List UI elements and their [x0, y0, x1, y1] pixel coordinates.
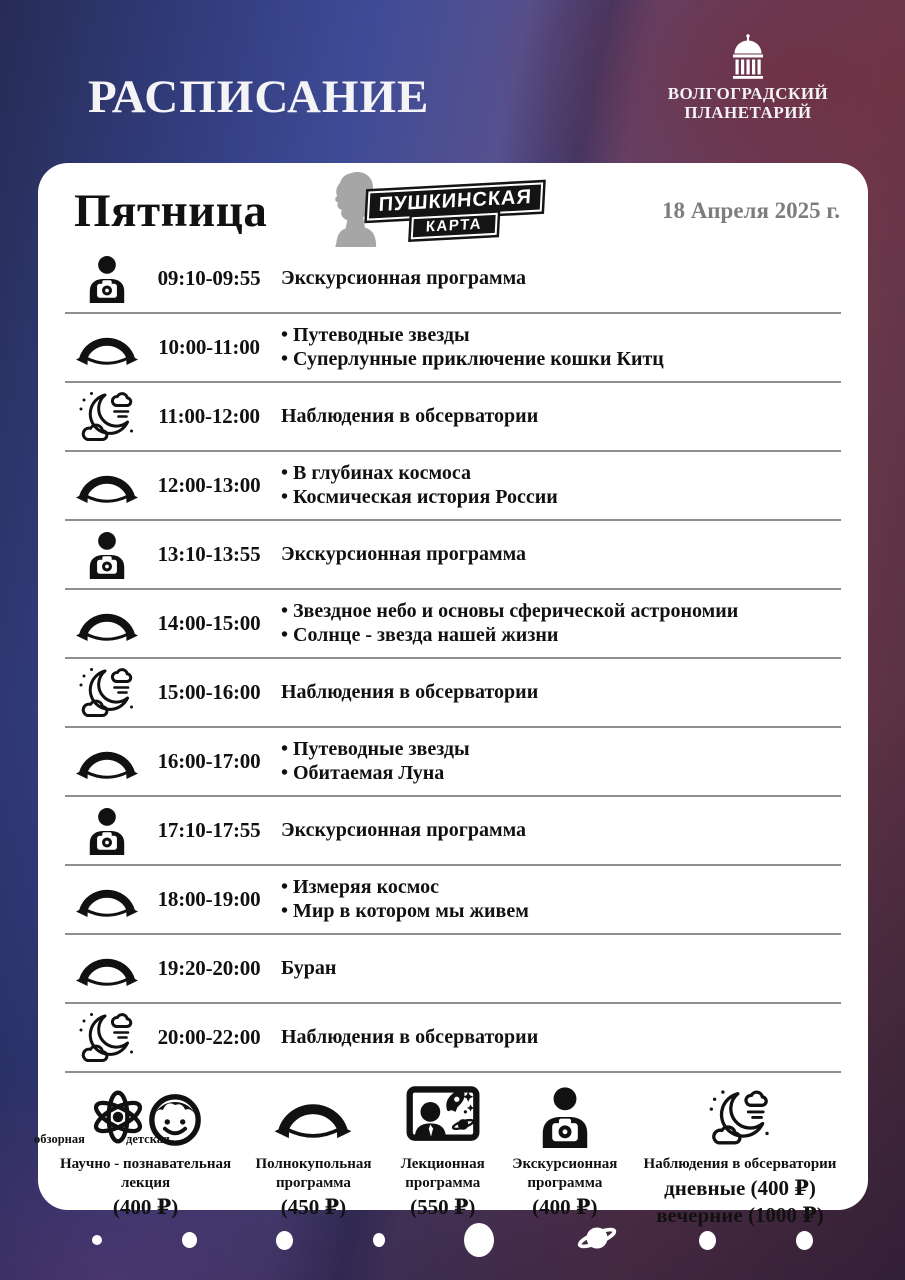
legend-label: Наблюдения в обсерватории	[643, 1156, 837, 1172]
planet-dot	[182, 1232, 197, 1248]
planet-dot	[699, 1231, 716, 1250]
schedule-row	[65, 521, 841, 590]
planet-dot	[276, 1231, 293, 1250]
pushkin-card-line1: ПУШКИНСКАЯ	[367, 182, 544, 220]
legend-label: Экскурсионная	[512, 1156, 618, 1172]
legend-item-fulldome	[241, 1087, 386, 1220]
legend-label: программа	[405, 1174, 481, 1191]
planet-dot	[464, 1223, 494, 1257]
schedule-row	[65, 314, 841, 383]
session-time: 10:00-11:00	[158, 335, 260, 359]
program-title: • Звездное небо и основы сферической астрономии	[281, 600, 739, 623]
session-time: 12:00-13:00	[157, 473, 261, 497]
legend-price: (400 ₽)	[112, 1194, 179, 1219]
dome-icon	[264, 1086, 362, 1153]
schedule-list	[65, 245, 841, 1073]
schedule-row	[65, 935, 841, 1004]
schedule-row	[65, 797, 841, 866]
legend-item-science-lecture	[34, 1087, 241, 1220]
schedule-card	[34, 163, 868, 1227]
price-legend	[34, 1073, 868, 1228]
dome-icon	[65, 599, 149, 649]
schedule-row	[65, 1004, 841, 1073]
program-title: • Суперлунные приключение кошки Китц	[281, 347, 664, 370]
pushkin-card-logo	[323, 171, 542, 252]
session-time: 17:10-17:55	[157, 818, 261, 842]
day-title: Пятница	[74, 185, 268, 237]
schedule-row	[65, 590, 841, 659]
schedule-row	[65, 452, 841, 521]
organization-logo	[643, 33, 853, 122]
observatory-icon	[708, 1088, 772, 1153]
schedule-row	[65, 866, 841, 935]
dome-icon	[65, 737, 149, 787]
excursion-icon	[65, 255, 149, 303]
program-title: • Измеряя космос	[281, 876, 439, 899]
program-title: • Путеводные звезды	[281, 324, 470, 347]
legend-item-lecture	[386, 1087, 500, 1220]
program-title: • В глубинах космоса	[281, 462, 472, 485]
program-title: Экскурсионная программа	[281, 266, 527, 289]
program-title: • Космическая история России	[281, 485, 558, 508]
planet-dot	[796, 1231, 813, 1250]
legend-item-excursion	[500, 1087, 630, 1220]
legend-label: Научно - познавательная	[59, 1156, 232, 1172]
legend-sublabel-overview: обзорная	[34, 1132, 85, 1146]
legend-item-observatory	[630, 1087, 850, 1228]
session-time: 16:00-17:00	[157, 749, 261, 773]
session-time: 15:00-16:00	[157, 680, 261, 704]
observatory-icon	[65, 666, 149, 720]
dome-icon	[65, 875, 149, 925]
legend-price: вечерние (1000 ₽)	[656, 1203, 824, 1227]
page-title: РАСПИСАНИЕ	[88, 71, 430, 123]
session-time: 19:20-20:00	[157, 956, 261, 980]
program-title: • Мир в котором мы живем	[281, 899, 529, 922]
legend-label: лекция	[120, 1174, 171, 1191]
observatory-icon	[65, 390, 149, 444]
legend-label: Лекционная	[400, 1156, 485, 1172]
program-title: Буран	[281, 956, 337, 979]
lecture-screen-icon	[406, 1086, 480, 1153]
program-title: Наблюдения в обсерватории	[281, 1025, 539, 1048]
planetarium-building-icon	[643, 33, 853, 81]
program-title: • Солнце - звезда нашей жизни	[281, 623, 559, 646]
excursion-icon	[65, 531, 149, 579]
schedule-row	[65, 728, 841, 797]
program-title: • Путеводные звезды	[281, 738, 470, 761]
schedule-row	[65, 245, 841, 314]
saturn-icon	[574, 1221, 620, 1260]
schedule-row	[65, 383, 841, 452]
program-title: Наблюдения в обсерватории	[281, 404, 539, 427]
observatory-icon	[65, 1011, 149, 1065]
card-header	[38, 163, 868, 245]
legend-sublabel-kids: детская	[126, 1132, 170, 1146]
planet-dot	[373, 1233, 385, 1247]
legend-price: (450 ₽)	[280, 1194, 347, 1219]
legend-price: дневные (400 ₽)	[664, 1175, 816, 1200]
org-name-line2: ПЛАНЕТАРИЙ	[684, 102, 812, 122]
dome-icon	[65, 323, 149, 373]
excursion-icon	[538, 1086, 592, 1153]
org-name-line1: ВОЛГОГРАДСКИЙ	[667, 84, 829, 103]
planet-dot	[92, 1235, 102, 1245]
program-title: Экскурсионная программа	[281, 818, 527, 841]
legend-label: программа	[275, 1174, 351, 1191]
program-title: Наблюдения в обсерватории	[281, 680, 539, 703]
schedule-date: 18 Апреля 2025 г.	[661, 198, 840, 223]
excursion-icon	[65, 807, 149, 855]
pushkin-card-label	[366, 182, 544, 241]
session-time: 11:00-12:00	[158, 404, 260, 428]
session-time: 14:00-15:00	[157, 611, 261, 635]
planet-dots-decoration	[92, 1220, 813, 1260]
session-time: 18:00-19:00	[157, 887, 261, 911]
session-time: 20:00-22:00	[157, 1025, 261, 1049]
legend-price: (400 ₽)	[532, 1194, 598, 1219]
program-title: • Обитаемая Луна	[281, 761, 445, 784]
session-time: 09:10-09:55	[157, 266, 261, 290]
legend-price: (550 ₽)	[410, 1194, 476, 1219]
legend-label: программа	[527, 1174, 603, 1191]
dome-icon	[65, 461, 149, 511]
legend-label: Полнокупольная	[255, 1156, 372, 1172]
program-title: Экскурсионная программа	[281, 542, 527, 565]
schedule-row	[65, 659, 841, 728]
dome-icon	[65, 944, 149, 994]
session-time: 13:10-13:55	[157, 542, 261, 566]
pushkin-card-line2: КАРТА	[411, 212, 498, 239]
